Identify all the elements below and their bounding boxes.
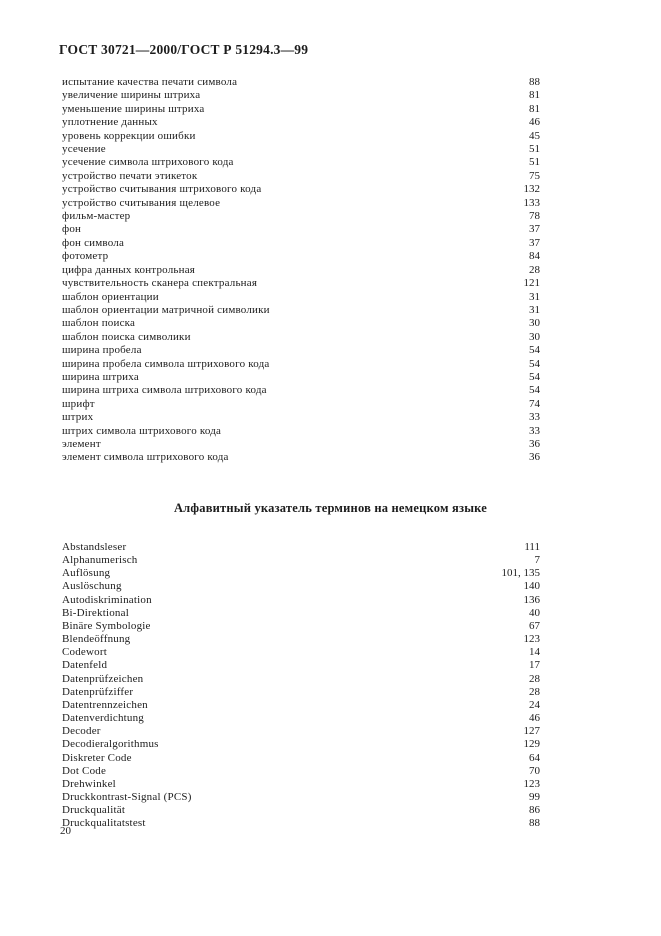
index-page-reference: 7 [534, 554, 540, 567]
index-page-reference: 75 [529, 169, 540, 182]
index-page-reference: 46 [529, 116, 540, 129]
index-term: шаблон поиска [62, 317, 136, 330]
index-page-reference: 67 [529, 619, 540, 632]
index-page-reference: 81 [529, 89, 540, 102]
index-term: фон [62, 223, 82, 236]
index-term: Druckqualität [62, 804, 126, 817]
index-entry-row [62, 143, 540, 156]
index-term: Druckqualitatstest [62, 817, 146, 830]
russian-index-list [62, 76, 540, 465]
index-term: уплотнение данных [62, 116, 158, 129]
index-page-reference: 36 [529, 451, 540, 464]
index-term: Datenprüfzeichen [62, 672, 144, 685]
index-entry-row [62, 183, 540, 196]
index-entry-row [62, 620, 540, 633]
index-page-reference: 54 [529, 384, 540, 397]
index-term: Auflösung [62, 567, 111, 580]
index-entry-row [62, 304, 540, 317]
index-page-reference: 54 [529, 370, 540, 383]
index-term: уровень коррекции ошибки [62, 129, 196, 142]
index-entry-row [62, 344, 540, 357]
index-page-reference: 127 [523, 725, 540, 738]
index-page-reference: 36 [529, 437, 540, 450]
index-term: шаблон ориентации матричной символики [62, 303, 270, 316]
index-term: чувствительность сканера спектральная [62, 277, 258, 290]
index-entry-row [62, 725, 540, 738]
index-term: Datenfeld [62, 659, 108, 672]
index-term: Dot Code [62, 764, 107, 777]
index-entry-row [62, 646, 540, 659]
index-entry-row [62, 223, 540, 236]
index-page-reference: 17 [529, 659, 540, 672]
index-entry-row [62, 451, 540, 464]
index-entry-row [62, 197, 540, 210]
index-page-reference: 136 [523, 593, 540, 606]
index-page-reference: 33 [529, 411, 540, 424]
index-entry-row [62, 103, 540, 116]
index-page-reference: 78 [529, 210, 540, 223]
index-page-reference: 33 [529, 424, 540, 437]
german-index-list [62, 541, 540, 830]
index-term: Alphanumerisch [62, 554, 138, 567]
index-entry-row [62, 438, 540, 451]
index-term: Diskreter Code [62, 751, 132, 764]
index-entry-row [62, 210, 540, 223]
index-page-reference: 30 [529, 317, 540, 330]
index-page-reference: 54 [529, 344, 540, 357]
index-page-reference: 132 [523, 183, 540, 196]
index-term: Autodiskrimination [62, 593, 152, 606]
index-entry-row [62, 554, 540, 567]
index-entry-row [62, 817, 540, 830]
index-entry-row [62, 607, 540, 620]
index-page-reference: 74 [529, 397, 540, 410]
index-entry-row [62, 633, 540, 646]
index-entry-row [62, 76, 540, 89]
index-term: Bi-Direktional [62, 606, 129, 619]
index-entry-row [62, 170, 540, 183]
index-entry-row [62, 686, 540, 699]
page-number: 20 [60, 825, 71, 837]
index-entry-row [62, 594, 540, 607]
index-term: уменьшение ширины штриха [62, 102, 205, 115]
index-entry-row [62, 264, 540, 277]
index-term: усечение [62, 143, 106, 156]
index-page-reference: 99 [529, 790, 540, 803]
index-page-reference: 123 [523, 777, 540, 790]
index-entry-row [62, 384, 540, 397]
index-term: Datenverdichtung [62, 712, 145, 725]
index-page-reference: 121 [523, 277, 540, 290]
index-term: ширина штриха символа штрихового кода [62, 384, 267, 397]
index-page-reference: 14 [529, 646, 540, 659]
index-entry-row [62, 411, 540, 424]
index-term: устройство печати этикеток [62, 169, 198, 182]
index-page-reference: 70 [529, 764, 540, 777]
index-entry-row [62, 358, 540, 371]
index-page-reference: 28 [529, 263, 540, 276]
index-term: ширина пробела символа штрихового кода [62, 357, 270, 370]
index-page-reference: 45 [529, 129, 540, 142]
index-term: Datenprüfziffer [62, 685, 134, 698]
index-term: Auslöschung [62, 580, 122, 593]
index-entry-row [62, 371, 540, 384]
index-term: штрих [62, 411, 94, 424]
index-term: ширина штриха [62, 370, 139, 383]
index-term: элемент [62, 437, 101, 450]
index-page-reference: 24 [529, 698, 540, 711]
index-entry-row [62, 331, 540, 344]
index-entry-row [62, 425, 540, 438]
index-page-reference: 37 [529, 223, 540, 236]
index-term: ширина пробела [62, 344, 142, 357]
german-index-heading: Алфавитный указатель терминов на немецком языке [173, 501, 488, 515]
index-entry-row [62, 752, 540, 765]
index-page-reference: 123 [523, 633, 540, 646]
index-term: цифра данных контрольная [62, 263, 196, 276]
index-entry-row [62, 804, 540, 817]
index-page-reference: 81 [529, 102, 540, 115]
index-term: увеличение ширины штриха [62, 89, 201, 102]
index-entry-row [62, 116, 540, 129]
index-term: Drehwinkel [62, 777, 116, 790]
index-page-reference: 54 [529, 357, 540, 370]
index-term: шаблон поиска символики [62, 330, 191, 343]
index-page-reference: 51 [529, 143, 540, 156]
index-term: испытание качества печати символа [62, 76, 238, 88]
index-term: Blendeöffnung [62, 633, 131, 646]
index-page-reference: 88 [529, 76, 540, 88]
index-term: фильм-мастер [62, 210, 131, 223]
index-entry-row [62, 541, 540, 554]
index-page-reference: 64 [529, 751, 540, 764]
index-page-reference: 31 [529, 290, 540, 303]
index-entry-row [62, 659, 540, 672]
index-entry-row [62, 250, 540, 263]
index-term: шаблон ориентации [62, 290, 159, 303]
index-page-reference: 46 [529, 712, 540, 725]
index-term: устройство считывания штрихового кода [62, 183, 262, 196]
index-term: Abstandsleser [62, 541, 127, 553]
index-page-reference: 84 [529, 250, 540, 263]
index-page-reference: 40 [529, 606, 540, 619]
index-term: усечение символа штрихового кода [62, 156, 234, 169]
index-page-reference: 140 [523, 580, 540, 593]
index-term: элемент символа штрихового кода [62, 451, 229, 464]
index-entry-row [62, 89, 540, 102]
index-entry-row [62, 699, 540, 712]
index-page-reference: 30 [529, 330, 540, 343]
index-entry-row [62, 317, 540, 330]
index-page-reference: 88 [529, 817, 540, 830]
index-entry-row [62, 791, 540, 804]
index-term: Decoder [62, 725, 101, 738]
index-page-reference: 51 [529, 156, 540, 169]
index-term: Codewort [62, 646, 107, 659]
index-entry-row [62, 738, 540, 751]
index-page-reference: 31 [529, 303, 540, 316]
index-entry-row [62, 765, 540, 778]
index-term: фотометр [62, 250, 109, 263]
index-term: устройство считывания щелевое [62, 196, 221, 209]
index-entry-row [62, 673, 540, 686]
index-entry-row [62, 237, 540, 250]
index-page-reference: 111 [524, 541, 540, 553]
index-entry-row [62, 712, 540, 725]
index-entry-row [62, 130, 540, 143]
index-term: штрих символа штрихового кода [62, 424, 222, 437]
index-page-reference: 86 [529, 804, 540, 817]
index-term: Binäre Symbologie [62, 619, 151, 632]
index-term: шрифт [62, 397, 95, 410]
document-header: ГОСТ 30721—2000/ГОСТ Р 51294.3—99 [59, 42, 309, 57]
index-page-reference: 129 [523, 738, 540, 751]
index-term: Druckkontrast-Signal (PCS) [62, 790, 192, 803]
index-term: Decodieralgorithmus [62, 738, 159, 751]
index-entry-row [62, 778, 540, 791]
index-page-reference: 28 [529, 672, 540, 685]
index-entry-row [62, 398, 540, 411]
index-term: фон символа [62, 236, 125, 249]
index-entry-row [62, 291, 540, 304]
index-entry-row [62, 580, 540, 593]
index-entry-row [62, 156, 540, 169]
index-term: Datentrennzeichen [62, 698, 148, 711]
index-page-reference: 28 [529, 685, 540, 698]
index-entry-row [62, 277, 540, 290]
index-page-reference: 133 [523, 196, 540, 209]
index-page-reference: 101, 135 [501, 567, 540, 580]
index-entry-row [62, 567, 540, 580]
index-page-reference: 37 [529, 236, 540, 249]
